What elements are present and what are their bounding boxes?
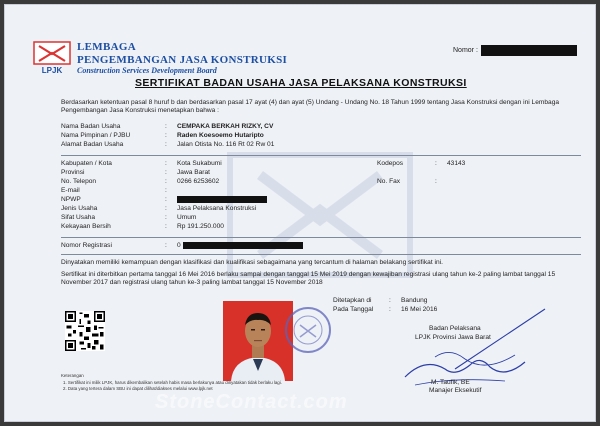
colon: : <box>165 242 167 249</box>
value-provinsi: Jawa Barat <box>177 169 210 176</box>
value-alamat: Jalan Otista No. 116 Rt 02 Rw 01 <box>177 141 275 148</box>
org-name-line2: PENGEMBANGAN JASA KONSTRUKSI <box>77 54 288 66</box>
handwritten-signature <box>395 307 555 399</box>
label-nama-badan-usaha: Nama Badan Usaha <box>61 123 121 130</box>
value-kodepos: 43143 <box>447 160 466 167</box>
label-jenis-usaha: Jenis Usaha <box>61 205 98 212</box>
nomor-redacted <box>481 45 577 56</box>
validity-text: Sertifikat ini diterbitkan pertama tanggal 16 Mei 2016 berlaku sampai dengan tanggal 15 Mei 2019 dengan kewajiban registrasi ulang tahun ke-2 paling lambat tanggal 15 November 2017 dan registrasi ulang tahun ke-3 paling lambat tanggal 15 November 2018 <box>61 271 556 286</box>
colon: : <box>165 123 167 130</box>
value-telepon: 0266 6253602 <box>177 178 220 185</box>
value-pada-tanggal: 16 Mei 2016 <box>401 306 438 313</box>
label-fax: No. Fax <box>377 178 401 185</box>
colon: : <box>165 132 167 139</box>
colon: : <box>165 214 167 221</box>
colon: : <box>165 205 167 212</box>
value-nomor-registrasi: 0 <box>177 242 181 249</box>
colon: : <box>435 178 437 185</box>
label-nomor-registrasi: Nomor Registrasi <box>61 242 112 249</box>
value-jenis-usaha: Jasa Pelaksana Konstruksi <box>177 205 257 212</box>
colon: : <box>389 306 391 313</box>
intro-text: Berdasarkan ketentuan pasal 8 huruf b dan berdasarkan pasal 17 ayat (4) dan ayat (5) Undang - Undang No. 18 Tahun 1999 tentang Jasa Konstruksi dengan ini Lembaga Pengembangan Jasa Konstruksi menetapkan bahwa : <box>61 99 560 114</box>
label-telepon: No. Telepon <box>61 178 97 185</box>
certificate-title: SERTIFIKAT BADAN USAHA JASA PELAKSANA KONSTRUKSI <box>135 77 467 89</box>
certificate-paper <box>4 4 596 422</box>
site-watermark: StoneContact.com <box>155 391 348 413</box>
signer-name: M. Taufik, BE <box>431 379 470 386</box>
label-sifat-usaha: Sifat Usaha <box>61 214 96 221</box>
qr-code <box>65 311 105 351</box>
label-kodepos: Kodepos <box>377 160 404 167</box>
npwp-redacted <box>177 196 267 203</box>
label-kabupaten: Kabupaten / Kota <box>61 160 112 167</box>
divider <box>61 155 581 156</box>
signer-role: Manajer Eksekutif <box>429 387 482 394</box>
colon: : <box>435 160 437 167</box>
official-stamp <box>283 305 333 355</box>
label-provinsi: Provinsi <box>61 169 85 176</box>
value-ditetapkan: Bandung <box>401 297 428 304</box>
divider <box>61 237 581 238</box>
label-ditetapkan: Ditetapkan di <box>333 297 372 304</box>
lpjk-logo-icon <box>33 41 71 75</box>
value-nama-badan-usaha: CEMPAKA BERKAH RIZKY, CV <box>177 123 274 130</box>
colon: : <box>165 141 167 148</box>
nomor-label: Nomor : <box>453 47 478 54</box>
label-alamat: Alamat Badan Usaha <box>61 141 124 148</box>
label-pada-tanggal: Pada Tanggal <box>333 306 374 313</box>
value-kabupaten: Kota Sukabumi <box>177 160 222 167</box>
colon: : <box>165 196 167 203</box>
label-kekayaan: Kekayaan Bersih <box>61 223 111 230</box>
signature-region: LPJK Provinsi Jawa Barat <box>415 334 491 341</box>
value-nama-pimpinan: Raden Koesoemo Hutaripto <box>177 132 264 139</box>
divider <box>61 254 581 255</box>
colon: : <box>165 178 167 185</box>
colon: : <box>165 223 167 230</box>
value-kekayaan: Rp 191.250.000 <box>177 223 224 230</box>
org-name-english: Construction Services Development Board <box>77 66 217 75</box>
footnote-1: 1. Sertifikat ini milik LPJK, harus dikembalikan setelah habis masa berlakunya atau dinyatakan tidak berlaku lagi. <box>63 380 282 385</box>
label-npwp: NPWP <box>61 196 81 203</box>
colon: : <box>165 187 167 194</box>
org-name-line1: LEMBAGA <box>77 41 136 53</box>
svg-text:LPJK: LPJK <box>41 66 63 75</box>
nomor-registrasi-redacted <box>183 242 303 249</box>
label-nama-pimpinan: Nama Pimpinan / PJBU <box>61 132 131 139</box>
colon: : <box>165 160 167 167</box>
value-sifat-usaha: Umum <box>177 214 197 221</box>
colon: : <box>389 297 391 304</box>
signature-org: Badan Pelaksana <box>429 325 481 332</box>
footnote-heading: Keterangan <box>61 373 84 378</box>
colon: : <box>165 169 167 176</box>
label-email: E-mail <box>61 187 80 194</box>
footnote-2: 2. Data yang tertera dalam SBU ini dapat dilihat/diakses melalui www.lpjk.net <box>63 386 213 391</box>
declaration-text: Dinyatakan memiliki kemampuan dengan klasifikasi dan kualifikasi sebagaimana yang tercantum di halaman belakang sertifikat ini. <box>61 259 443 266</box>
